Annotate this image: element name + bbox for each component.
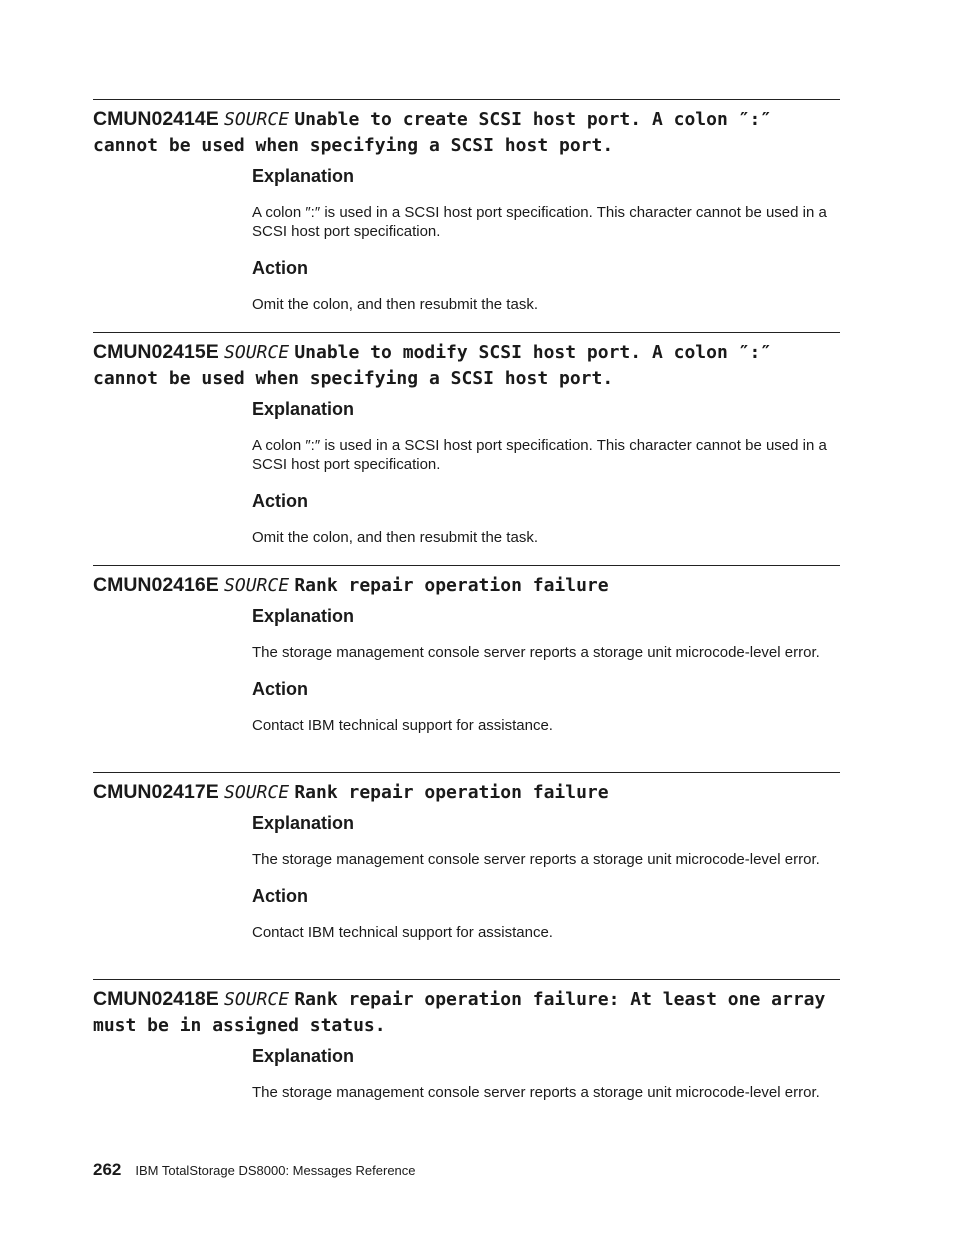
message-body: [252, 605, 840, 735]
message-text: Unable to modify SCSI host port. A colon ″:″ cannot be used when specifying a SCSI host port.: [93, 342, 772, 389]
message-body: [252, 812, 840, 942]
section-divider: [93, 979, 840, 980]
explanation-text: The storage management console server reports a storage unit microcode-level error.: [252, 1084, 820, 1101]
message-text: Rank repair operation failure: [294, 575, 609, 596]
explanation-heading: Explanation: [252, 606, 355, 626]
message-text: Unable to create SCSI host port. A colon ″:″ cannot be used when specifying a SCSI host port.: [93, 109, 772, 156]
message-body: [252, 1045, 840, 1102]
action-heading: Action: [252, 258, 308, 278]
explanation-heading: Explanation: [252, 1046, 355, 1066]
message-heading: [93, 986, 840, 1039]
message-code: CMUN02417E: [93, 781, 219, 803]
page-number: 262: [93, 1160, 122, 1179]
explanation-heading: Explanation: [252, 166, 355, 186]
message-heading: [93, 106, 840, 159]
message-heading: [93, 779, 840, 806]
message-code: CMUN02415E: [93, 341, 219, 363]
explanation-text: A colon ″:″ is used in a SCSI host port specification. This character cannot be used in a SCSI host port specification.: [252, 437, 827, 473]
explanation-text: The storage management console server reports a storage unit microcode-level error.: [252, 644, 820, 661]
message-source: SOURCE: [224, 782, 290, 803]
action-heading: Action: [252, 679, 308, 699]
message-entry-cmun02414e: [93, 99, 840, 314]
section-divider: [93, 772, 840, 773]
document-title: IBM TotalStorage DS8000: Messages Reference: [135, 1163, 416, 1178]
message-entry-cmun02416e: [93, 565, 840, 735]
section-divider: [93, 99, 840, 100]
message-code: CMUN02414E: [93, 108, 219, 130]
message-entry-cmun02415e: [93, 332, 840, 547]
message-heading: [93, 572, 840, 599]
message-entry-cmun02418e: [93, 979, 840, 1102]
message-body: [252, 398, 840, 547]
explanation-text: A colon ″:″ is used in a SCSI host port specification. This character cannot be used in a SCSI host port specification.: [252, 204, 827, 240]
message-source: SOURCE: [224, 342, 290, 363]
message-source: SOURCE: [224, 109, 290, 130]
message-body: [252, 165, 840, 314]
message-text: Rank repair operation failure: At least one array must be in assigned status.: [93, 989, 826, 1036]
message-heading: [93, 339, 840, 392]
explanation-text: The storage management console server reports a storage unit microcode-level error.: [252, 851, 820, 868]
message-code: CMUN02418E: [93, 988, 219, 1010]
message-code: CMUN02416E: [93, 574, 219, 596]
action-text: Omit the colon, and then resubmit the task.: [252, 296, 538, 313]
page-footer: [93, 1160, 416, 1180]
action-text: Contact IBM technical support for assistance.: [252, 717, 553, 734]
message-text: Rank repair operation failure: [294, 782, 609, 803]
action-heading: Action: [252, 886, 308, 906]
section-divider: [93, 565, 840, 566]
explanation-heading: Explanation: [252, 399, 355, 419]
action-text: Contact IBM technical support for assistance.: [252, 924, 553, 941]
explanation-heading: Explanation: [252, 813, 355, 833]
message-source: SOURCE: [224, 575, 290, 596]
message-source: SOURCE: [224, 989, 290, 1010]
message-entry-cmun02417e: [93, 772, 840, 942]
section-divider: [93, 332, 840, 333]
action-heading: Action: [252, 491, 308, 511]
action-text: Omit the colon, and then resubmit the task.: [252, 529, 538, 546]
